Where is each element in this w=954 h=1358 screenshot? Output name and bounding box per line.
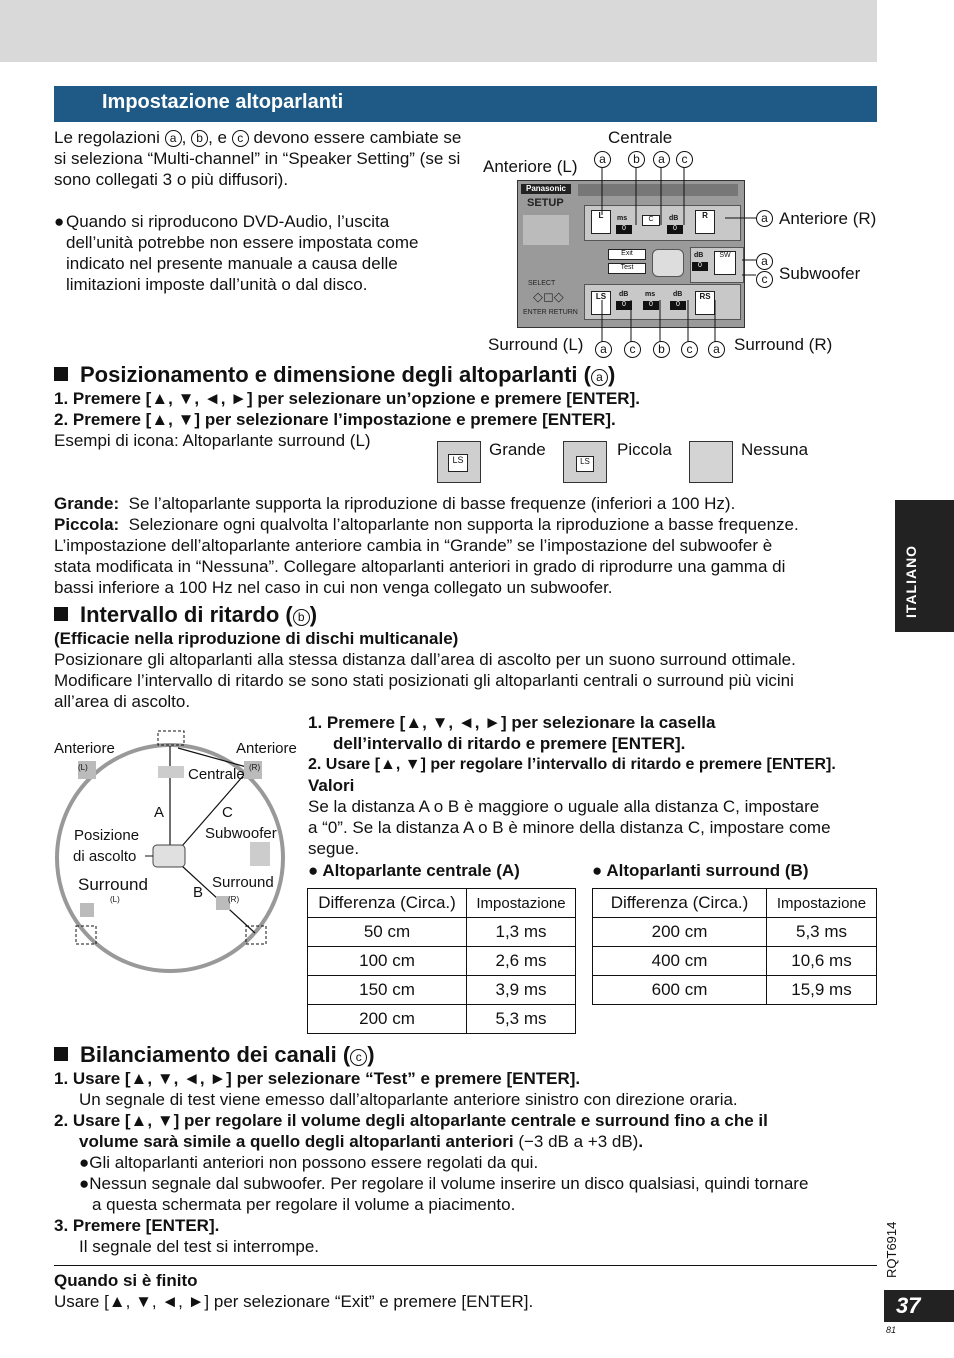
section-title: Impostazione altoparlanti — [102, 91, 344, 113]
page-number-box: 37 — [884, 1290, 954, 1322]
icon-grande: LS — [437, 441, 481, 483]
bil-bullet-1: ●Gli altoparlanti anteriori non possono essere regolati da qui. — [79, 1153, 539, 1172]
table-row: 100 cm 2,6 ms — [308, 947, 576, 976]
label-subwoofer: Subwoofer — [779, 264, 861, 283]
intro-paragraph: Le regolazioni a , b , e c devono essere cambiate se si seleziona “Multi-channel” in “Speaker Setting” (se si sono collegati 3 o più diffusori). — [54, 128, 462, 189]
note-line-1: L’impostazione dell’altoparlante anteriore cambia in “Grande” se l’impostazione del subwoofer è — [54, 536, 773, 555]
label-grande: Grande — [489, 440, 546, 459]
table-row: 600 cm 15,9 ms — [593, 976, 877, 1005]
finito-heading: Quando si è finito — [54, 1271, 198, 1290]
section-intervallo-title: Intervallo di ritardo ( b ) — [54, 602, 317, 628]
valori-line-1: Se la distanza A o B è maggiore o uguale alla distanza C, impostare — [308, 797, 820, 816]
intervallo-p3: all’area di ascolto. — [54, 692, 191, 711]
section-header-bar — [54, 86, 877, 122]
icon-piccola: LS — [563, 441, 607, 483]
pos-step-2: 2. Premere [▲, ▼] per selezionare l’impostazione e premere [ENTER]. — [54, 410, 616, 429]
pos-step-1: 1. Premere [▲, ▼, ◄, ►] per selezionare un’opzione e premere [ENTER]. — [54, 389, 640, 408]
ritardo-step-1a: 1. Premere [▲, ▼, ◄, ►] per selezionare la casella — [308, 713, 716, 732]
piccola-description: Piccola: Selezionare ogni qualvolta l’altoparlante non supporta la riproduzione a basse frequenze. — [54, 515, 799, 534]
bil-step-3: 3. Premere [ENTER]. — [54, 1216, 220, 1235]
icon-nessuna — [689, 441, 733, 483]
section-posizionamento-title: Posizionamento e dimensione degli altoparlanti ( a ) — [54, 362, 615, 388]
surround-delay-table: Differenza (Circa.) Impostazione 200 cm 5,3 ms 400 cm 10,6 ms 600 cm 15,9 ms — [592, 888, 877, 1005]
intervallo-p1: Posizionare gli altoparlanti alla stessa distanza dall’area di ascolto per un suono surround ottimale. — [54, 650, 796, 669]
bil-bullet-2b: a questa schermata per regolare il volume a piacimento. — [92, 1195, 516, 1214]
valori-line-3: segue. — [308, 839, 360, 858]
ritardo-step-1b: dell’intervallo di ritardo e premere [ENTER]. — [333, 734, 686, 753]
footer-rule — [54, 1265, 877, 1266]
bil-step-1: 1. Usare [▲, ▼, ◄, ►] per selezionare “Test” e premere [ENTER]. — [54, 1069, 581, 1088]
callout-lines — [480, 125, 880, 360]
table-row: 400 cm 10,6 ms — [593, 947, 877, 976]
setup-screen: Panasonic SETUP SELECT ◇◻◇ ENTER RETURN L ms 0 C dB 0 R Exit Test dB 0 SW LS dB 0 ms 0 dB 0 RS — [517, 180, 745, 328]
brand-logo: Panasonic — [521, 184, 571, 194]
grande-description: Grande: Se l’altoparlante supporta la riproduzione di basse frequenze (inferiori a 100 Hz). — [54, 494, 736, 513]
ritardo-step-2: 2. Usare [▲, ▼] per regolare l’intervallo di ritardo e premere [ENTER]. — [308, 756, 836, 773]
listening-position-diagram: Anteriore (L) Anteriore (R) Centrale A C Posizione di ascolto Subwoofer Surround (L) Surround (R) B — [50, 728, 300, 973]
note-line-2: stata modificata in “Nessuna”. Collegare altoparlanti anteriori in grado di riprodurre una gamma di — [54, 557, 786, 576]
label-piccola: Piccola — [617, 440, 672, 459]
intervallo-subtitle: (Efficacie nella riproduzione di dischi multicanale) — [54, 629, 459, 648]
icon-examples-label: Esempi di icona: Altoparlante surround (L) — [54, 431, 371, 450]
table-row: 200 cm 5,3 ms — [593, 918, 877, 947]
setup-screen-diagram: Centrale Anteriore (L) a b a c Panasonic SETUP SELECT ◇◻◇ ENTER RETURN L ms 0 C dB 0 R Exit Test dB 0 SW LS dB 0 ms 0 dB 0 RS a Anteriore (R) a c Subwoofer Surround (L) a c b c a Surround (R) — [480, 125, 880, 360]
section-bilanciamento-title: Bilanciamento dei canali ( c ) — [54, 1042, 375, 1068]
label-surround-r: Surround (R) — [734, 335, 833, 354]
centrale-table-heading: ● Altoparlante centrale (A) — [308, 861, 520, 880]
bil-step-1-desc: Un segnale di test viene emesso dall’altoparlante anteriore sinistro con direzione oraria. — [79, 1090, 738, 1109]
language-side-tab: ITALIANO — [895, 500, 954, 632]
label-nessuna: Nessuna — [741, 440, 809, 459]
bil-step-2a: 2. Usare [▲, ▼] per regolare il volume degli altoparlante centrale e surround fino a che il — [54, 1111, 768, 1130]
doc-code: RQT6914 — [884, 1221, 899, 1278]
bil-bullet-2a: ●Nessun segnale dal subwoofer. Per regolare il volume inserire un disco qualsiasi, quindi tornare — [79, 1174, 809, 1193]
label-centrale: Centrale — [608, 128, 673, 147]
table-row: 150 cm 3,9 ms — [308, 976, 576, 1005]
intervallo-p2: Modificare l’intervallo di ritardo se sono stati posizionati gli altoparlanti centrali o surround più vicini — [54, 671, 794, 690]
label-surround-l: Surround (L) — [488, 335, 584, 354]
sub-page-number: 81 — [886, 1325, 897, 1335]
valori-heading: Valori — [308, 776, 355, 795]
note-line-3: bassi inferiore a 100 Hz nel caso in cui non venga collegato un subwoofer. — [54, 578, 613, 597]
intro-bullet: ● Quando si riproducono DVD-Audio, l’uscita dell’unità potrebbe non essere impostata come indicato nel presente manuale a causa delle limitazioni imposte dall’unità o dal disco. — [54, 212, 419, 294]
table-row: 200 cm 5,3 ms — [308, 1005, 576, 1034]
label-anteriore-l: Anteriore (L) — [483, 157, 578, 176]
surround-table-heading: ● Altoparlanti surround (B) — [592, 861, 809, 880]
finito-text: Usare [▲, ▼, ◄, ►] per selezionare “Exit” e premere [ENTER]. — [54, 1292, 534, 1311]
top-band — [0, 0, 877, 62]
valori-line-2: a “0”. Se la distanza A o B è minore della distanza C, impostare come — [308, 818, 831, 837]
bil-step-2b: volume sarà simile a quello degli altoparlanti anteriori (−3 dB a +3 dB). — [79, 1132, 644, 1151]
centrale-delay-table: Differenza (Circa.) Impostazione 50 cm 1,3 ms 100 cm 2,6 ms 150 cm 3,9 ms 200 cm 5,3 ms — [307, 888, 576, 1034]
label-anteriore-r: Anteriore (R) — [779, 209, 877, 228]
table-row: 50 cm 1,3 ms — [308, 918, 576, 947]
bil-step-3-desc: Il segnale del test si interrompe. — [79, 1237, 320, 1256]
